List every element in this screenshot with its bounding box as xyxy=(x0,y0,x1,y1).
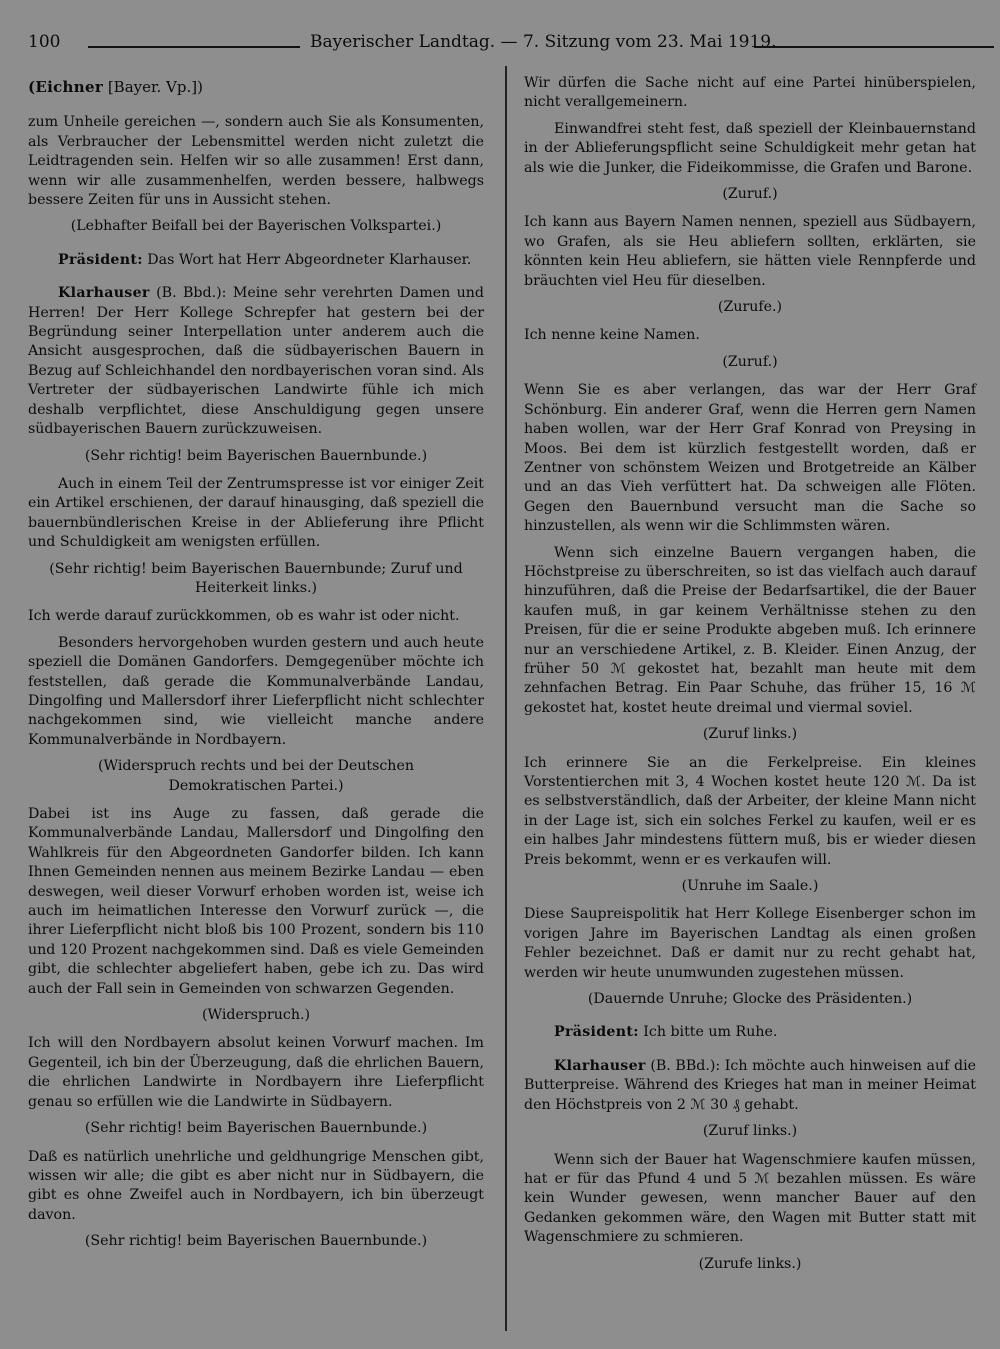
page-header xyxy=(28,32,968,58)
interjection: (Widerspruch rechts und bei der Deutschen Demokratischen Partei.) xyxy=(98,758,414,794)
paragraph: Einwandfrei steht fest, daß speziell der Kleinbauernstand in der Ablieferungspflicht seine Schuldigkeit mehr getan hat als wie die Junker, die Fideikommisse, die Grafen und Barone. xyxy=(524,120,976,176)
speech-start xyxy=(524,1057,976,1115)
paragraph: zum Unheile gereichen —, sondern auch Sie als Konsumenten, als Verbraucher der Lebensmittel werden nicht zuletzt die Leidtragenden sein. Helfen wir so alle zusammen! Erst dann, wenn wir alle zusammenhelfen, werden bessere, halbwegs bessere Zeiten für uns in Aussicht stehen. xyxy=(28,114,484,209)
speaker-name: Klarhauser xyxy=(58,285,150,302)
speaker-name: Präsident: xyxy=(58,251,143,268)
left-column xyxy=(28,78,484,1261)
statement-text: (B. Bbd.): Meine sehr verehrten Damen und Herren! Der Herr Kollege Schrepfer hat gestern bei der Begründung seiner Interpellation unter anderem auch die Ansicht ausgesprochen, daß die südbayerischen Bauern in Bezug auf Schleichhandel den nordbayerischen voran sind. Als Vertreter der südbayerischen Landwirte fühle ich mich deshalb verpflichtet, diese Anschuldigung gegen unsere südbayerischen Bauern zurückzuweisen. xyxy=(28,285,484,438)
continued-speaker-line xyxy=(28,78,484,97)
paragraph: Dabei ist ins Auge zu fassen, daß gerade die Kommunalverbände Landau, Mallersdorf und Dingolfing den Wahlkreis für den Abgeordneten Gandorfer bilden. Ich kann Ihnen Gemeinden nennen aus meinem Bezirke Landau — eben deswegen, weil dieser Vorwurf erhoben worden ist, weise ich auch im heimatlichen Interesse den Vorwurf zurück —, die ihrer Lieferpflicht nicht bloß bis 100 Prozent, sondern bis 110 und 120 Prozent nachgekommen sind. Daß es viele Gemeinden gibt, die schlechter abgeliefert haben, gebe ich zu. Das wird auch der Fall sein in Gemeinden von schwarzen Gegenden. xyxy=(28,806,484,997)
speaker-name: Klarhauser xyxy=(554,1057,646,1074)
interjection: (Zurufe.) xyxy=(717,299,783,316)
interjection: (Sehr richtig! beim Bayerischen Bauernbunde; Zuruf und Heiterkeit links.) xyxy=(49,560,463,596)
paragraph: Ich nenne keine Namen. xyxy=(524,327,700,344)
paragraph: Wenn sich der Bauer hat Wagenschmiere kaufen müssen, hat er für das Pfund 4 und 5 ℳ bezahlen müssen. Es wäre kein Wunder gewesen, wenn mancher Bauer auf den Gedanken gekommen wäre, den Wagen mit Butter statt mit Wagenschmiere zu schmieren. xyxy=(524,1151,976,1246)
right-column xyxy=(524,74,976,1283)
paragraph: Ich erinnere Sie an die Ferkelpreise. Ein kleines Vorstentierchen mit 3, 4 Wochen kostet heute 120 ℳ. Da ist es selbstverständlich, daß der Arbeiter, der kleine Mann nicht in der Lage ist, sich ein solches Ferkel zu kaufen, weil er es ein halbes Jahr mindestens füttern muß, bis er wieder diesen Preis bekommt, wenn er es verkaufen will. xyxy=(524,754,976,868)
interjection: (Sehr richtig! beim Bayerischen Bauernbunde.) xyxy=(84,447,428,464)
paragraph: Ich will den Nordbayern absolut keinen Vorwurf machen. Im Gegenteil, ich bin der Überzeugung, daß die ehrlichen Bauern, die ehrlichen Landwirte in Nordbayern ihre Lieferpflicht genau so erfüllen wie die Landwirte in Südbayern. xyxy=(28,1035,484,1110)
interjection: (Zuruf links.) xyxy=(702,726,798,743)
interjection: (Sehr richtig! beim Bayerischen Bauernbunde.) xyxy=(84,1233,428,1250)
statement-text: (B. BBd.): Ich möchte auch hinweisen auf die Butterpreise. Während des Krieges hat man in meiner Heimat den Höchstpreis von 2 ℳ 30 ₰ gehabt. xyxy=(524,1057,976,1113)
column-divider xyxy=(505,66,507,1331)
header-rule-right xyxy=(754,46,994,48)
president-statement xyxy=(524,1023,976,1042)
interjection: (Zurufe links.) xyxy=(698,1255,802,1272)
interjection: (Widerspruch.) xyxy=(201,1007,311,1024)
statement-text: Ich bitte um Ruhe. xyxy=(643,1024,778,1041)
interjection: (Unruhe im Saale.) xyxy=(681,878,819,895)
running-title: Bayerischer Landtag. — 7. Sitzung vom 23. Mai 1919. xyxy=(310,32,777,52)
paragraph: Diese Saupreispolitik hat Herr Kollege Eisenberger schon im vorigen Jahre im Bayerischen Landtag als einen großen Fehler bezeichnet. Daß er damit nur zu recht gehabt hat, werden wir heute unumwunden zugestehen müssen. xyxy=(524,906,976,981)
paragraph: Wenn sich einzelne Bauern vergangen haben, die Höchstpreise zu überschreiten, so ist das vielfach auch darauf hinzuführen, daß die Preise der Bedarfsartikel, die der Bauer kaufen muß, in gar keinem Verhältnisse stehen zu den Preisen, für die er seine Produkte abgeben muß. Ich erinnere nur an verschiedene Artikel, z. B. Kleider. Einen Anzug, der früher 50 ℳ gekostet hat, bezahlt man heute mit dem zehnfachen Betrag. Ein Paar Schuhe, das früher 15, 16 ℳ gekostet hat, kostet heute dreimal und viermal soviel. xyxy=(524,544,976,716)
interjection: (Lebhafter Beifall bei der Bayerischen Volkspartei.) xyxy=(70,218,442,235)
interjection: (Dauernde Unruhe; Glocke des Präsidenten.) xyxy=(587,991,913,1008)
paragraph: Ich kann aus Bayern Namen nennen, speziell aus Südbayern, wo Grafen, als sie Heu abliefern sollten, erklärten, sie könnten kein Heu abliefern, sie hätten viele Rennpferde und bräuchten viel Heu für dieselben. xyxy=(524,214,976,289)
paragraph: Wenn Sie es aber verlangen, das war der Herr Graf Schönburg. Ein anderer Graf, wenn die Herren gern Namen haben wollen, war der Herr Graf Konrad von Preysing in Moos. Bei dem ist kürzlich festgestellt worden, daß er Zentner von schönstem Weizen und Brotgetreide an Kälber und an das Vieh verfüttert hat. Da schweigen alle Flöten. Gegen den Bauernbund versucht man die Sache so hinzustellen, als wenn wir die Schlimmsten wären. xyxy=(524,382,976,535)
paragraph: Besonders hervorgehoben wurden gestern und auch heute speziell die Domänen Gandorfers. Demgegenüber möchte ich feststellen, daß gerade die Kommunalverbände Landau, Dingolfing und Mallersdorf ihrer Lieferpflicht nicht schlechter nachgekommen sind, wie vielleicht manche andere Kommunalverbände in Nordbayern. xyxy=(28,634,484,748)
interjection: (Zuruf.) xyxy=(722,353,778,370)
interjection: (Zuruf links.) xyxy=(702,1123,798,1140)
speaker-name: (Eichner xyxy=(28,78,104,96)
paragraph: Daß es natürlich unehrliche und geldhungrige Menschen gibt, wissen wir alle; die gibt es aber nicht nur in Südbayern, die gibt es ohne Zweifel auch in Nordbayern, ich bin überzeugt davon. xyxy=(28,1148,484,1223)
page-number: 100 xyxy=(28,32,61,52)
paragraph: Wir dürfen die Sache nicht auf eine Partei hinüberspielen, nicht verallgemeinern. xyxy=(524,75,976,111)
paragraph: Auch in einem Teil der Zentrumspresse ist vor einiger Zeit ein Artikel erschienen, der darauf hinausging, daß speziell die bauernbündlerischen Kreise in der Ablieferung ihre Pflicht und Schuldigkeit am wenigsten erfüllen. xyxy=(28,475,484,551)
statement-text: Das Wort hat Herr Abgeordneter Klarhauser. xyxy=(147,251,472,268)
interjection: (Zuruf.) xyxy=(722,186,778,203)
speaker-party: [Bayer. Vp.]) xyxy=(107,78,203,96)
speech-start xyxy=(28,284,484,439)
interjection: (Sehr richtig! beim Bayerischen Bauernbunde.) xyxy=(84,1120,428,1137)
paragraph: Ich werde darauf zurückkommen, ob es wahr ist oder nicht. xyxy=(28,608,460,625)
header-rule-left xyxy=(88,46,300,48)
speaker-name: Präsident: xyxy=(554,1024,639,1041)
president-statement xyxy=(28,251,484,270)
